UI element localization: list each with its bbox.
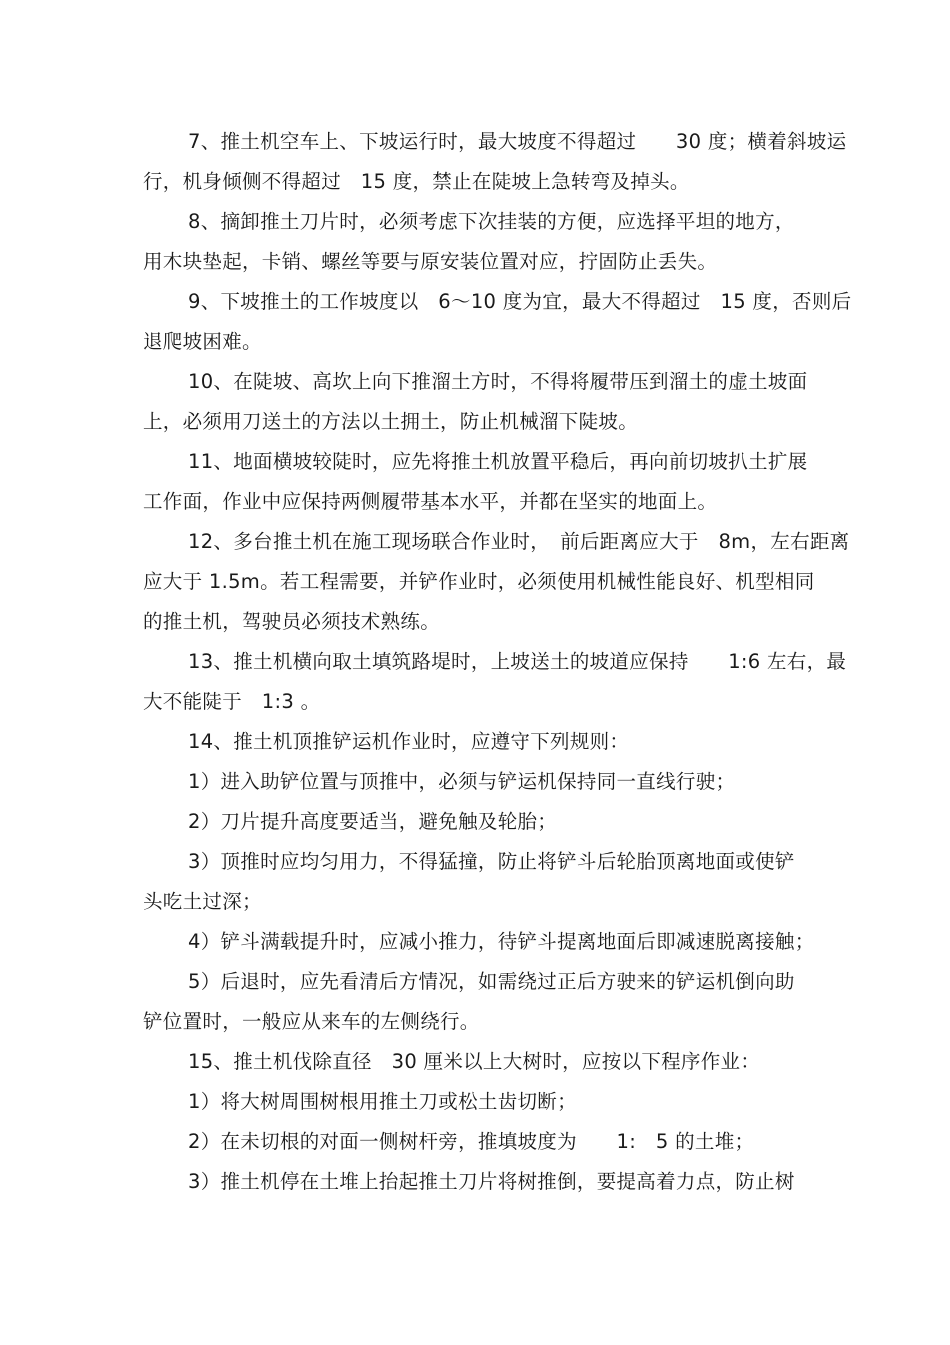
text-line: 应大于 1.5m。若工程需要，并铲作业时，必须使用机械性能良好、机型相同 [143, 570, 815, 593]
text-line: 1）进入助铲位置与顶推中，必须与铲运机保持同一直线行驶； [188, 770, 736, 793]
text-line: 12、多台推土机在施工现场联合作业时， 前后距离应大于 8m，左右距离 [188, 530, 850, 553]
text-line: 工作面，作业中应保持两侧履带基本水平，并都在坚实的地面上。 [143, 490, 718, 513]
text-line: 行，机身倾侧不得超过 15 度，禁止在陡坡上急转弯及掉头。 [143, 170, 690, 193]
text-line: 7、推土机空车上、下坡运行时，最大坡度不得超过 30 度；横着斜坡运 [188, 130, 847, 153]
text-line: 用木块垫起，卡销、螺丝等要与原安装位置对应，拧固防止丢失。 [143, 250, 718, 273]
text-line: 5）后退时，应先看清后方情况，如需绕过正后方驶来的铲运机倒向助 [188, 970, 795, 993]
text-line: 4）铲斗满载提升时，应减小推力，待铲斗提离地面后即减速脱离接触； [188, 930, 815, 953]
text-line: 14、推土机顶推铲运机作业时，应遵守下列规则： [188, 730, 630, 753]
text-line: 铲位置时，一般应从来车的左侧绕行。 [143, 1010, 480, 1033]
text-line: 13、推土机横向取土填筑路堤时，上坡送土的坡道应保持 1:6 左右，最 [188, 650, 847, 673]
text-line: 3）顶推时应均匀用力，不得猛撞，防止将铲斗后轮胎顶离地面或使铲 [188, 850, 795, 873]
text-line: 9、下坡推土的工作坡度以 6～10 度为宜，最大不得超过 15 度，否则后 [188, 290, 852, 313]
text-line: 上，必须用刀送土的方法以土拥土，防止机械溜下陡坡。 [143, 410, 639, 433]
text-line: 大不能陡于 1:3 。 [143, 690, 321, 713]
text-line: 10、在陡坡、高坎上向下推溜土方时，不得将履带压到溜土的虚土坡面 [188, 370, 808, 393]
text-line: 2）在未切根的对面一侧树杆旁，推填坡度为 1: 5 的土堆； [188, 1130, 755, 1153]
text-line: 1）将大树周围树根用推土刀或松土齿切断； [188, 1090, 577, 1113]
text-line: 头吃土过深； [143, 890, 262, 913]
text-line: 8、摘卸推土刀片时，必须考虑下次挂装的方便，应选择平坦的地方， [188, 210, 795, 233]
text-line: 11、地面横坡较陡时，应先将推土机放置平稳后，再向前切坡扒土扩展 [188, 450, 808, 473]
text-line: 2）刀片提升高度要适当，避免触及轮胎； [188, 810, 558, 833]
text-line: 退爬坡困难。 [143, 330, 262, 353]
text-line: 的推土机，驾驶员必须技术熟练。 [143, 610, 441, 633]
text-line: 3）推土机停在土堆上抬起推土刀片将树推倒，要提高着力点，防止树 [188, 1170, 795, 1193]
text-line: 15、推土机伐除直径 30 厘米以上大树时，应按以下程序作业： [188, 1050, 761, 1073]
